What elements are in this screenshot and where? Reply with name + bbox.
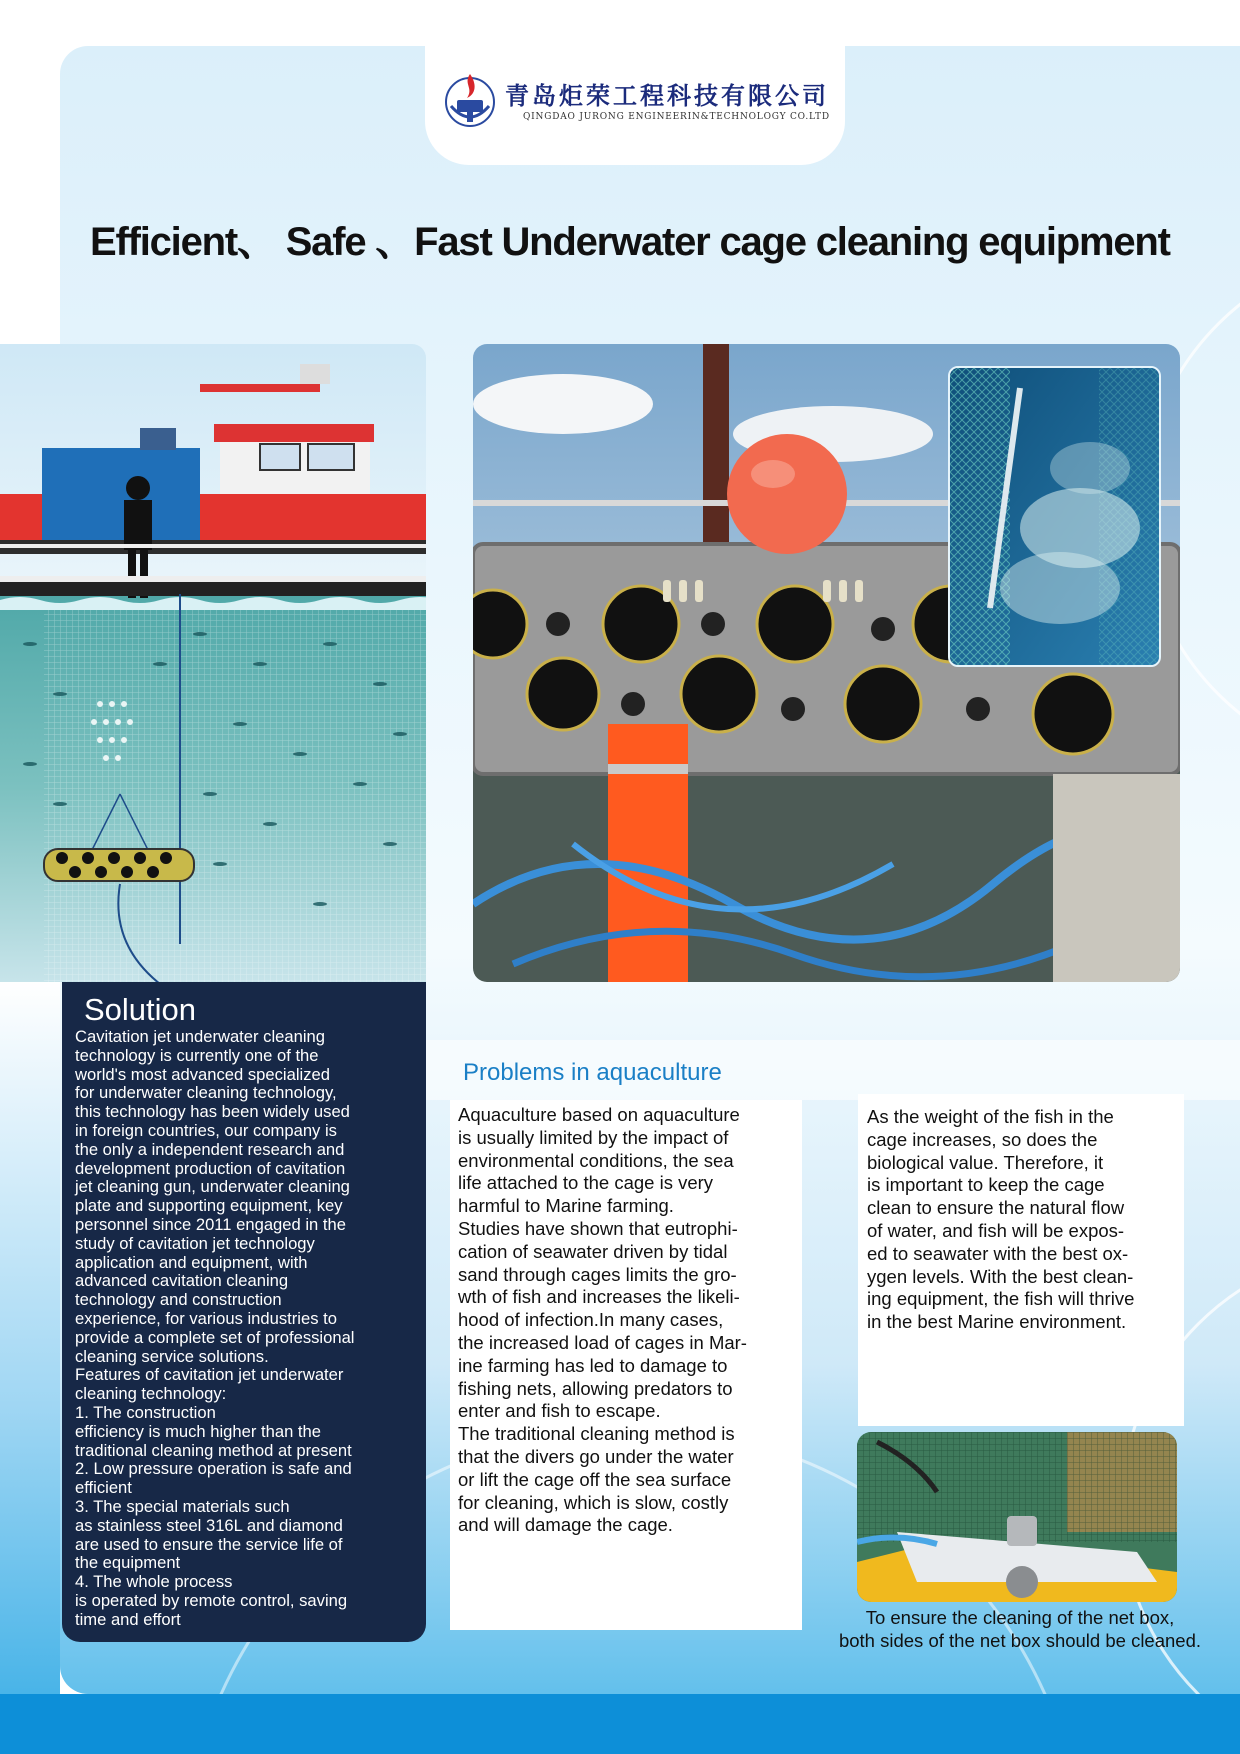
problems-column-2	[858, 1094, 1184, 1426]
net-cleaning-device-photo	[857, 1432, 1177, 1602]
solution-heading: Solution	[84, 992, 197, 1027]
company-name-chinese: 青岛炬荣工程科技有限公司	[505, 82, 829, 110]
problems-text-1: Aquaculture based on aquaculture is usually limited by the impact of environmental conditions, the sea life attached to the cage is very harmful to Marine farming. Studies have shown that eutrophi- cation of seawater driven by tidal sand through cages limits the gro- wth of fish and increases the likeli- hood of infection.In many cases, the increased load of cages in Mar- ine farming has led to damage to fishing nets, allowing predators to enter and fish to escape. The traditional cleaning method is that the divers go under the water or lift the cage off the sea surface for cleaning, which is slow, costly and will damage the cage.	[458, 1104, 747, 1536]
logo-header	[425, 40, 845, 165]
company-logo-icon	[443, 70, 497, 128]
bottom-band	[0, 1694, 1240, 1754]
solution-text: Cavitation jet underwater cleaning technology is currently one of the world's most advanced specialized for underwater cleaning technology, this technology has been widely used in foreign countries, our company is the only a independent research and development production of cavitation jet cleaning gun, underwater cleaning plate and supporting equipment, key personnel since 2011 engaged in the study of cavitation jet technology application and equipment, with advanced cavitation cleaning technology and construction experience, for various industries to provide a complete set of professional cleaning service solutions. Features of cavitation jet underwater cleaning technology: 1. The construction efficiency is much higher than the traditional cleaning method at present 2. Low pressure operation is safe and efficient 3. The special materials such as stainless steel 316L and diamond are used to ensure the service life of the equipment 4. The whole process is operated by remote control, saving time and effort	[75, 1027, 355, 1629]
problems-text-2: As the weight of the fish in the cage increases, so does the biological value. Therefore, it is important to keep the cage clean to ensure the natural flow of water, and fish will be expos- ed to seawater with the best ox- ygen levels. With the best clean- ing equipment, the fish will thrive in the best Marine environment.	[867, 1106, 1135, 1333]
photo-caption: To ensure the cleaning of the net box, both sides of the net box should be cleaned.	[838, 1607, 1202, 1651]
vessel-cage-illustration	[0, 344, 426, 982]
problems-column-1	[450, 1100, 802, 1630]
page-title: Efficient、 Safe 、Fast Underwater cage cleaning equipment	[90, 220, 1170, 264]
left-fade-strip	[0, 980, 60, 1694]
solution-panel	[62, 982, 426, 1642]
problems-heading: Problems in aquaculture	[463, 1059, 722, 1086]
company-name-english: QINGDAO JURONG ENGINEERIN&TECHNOLOGY CO.LTD	[523, 112, 830, 122]
underwater-cleaning-inset-photo	[948, 366, 1161, 667]
